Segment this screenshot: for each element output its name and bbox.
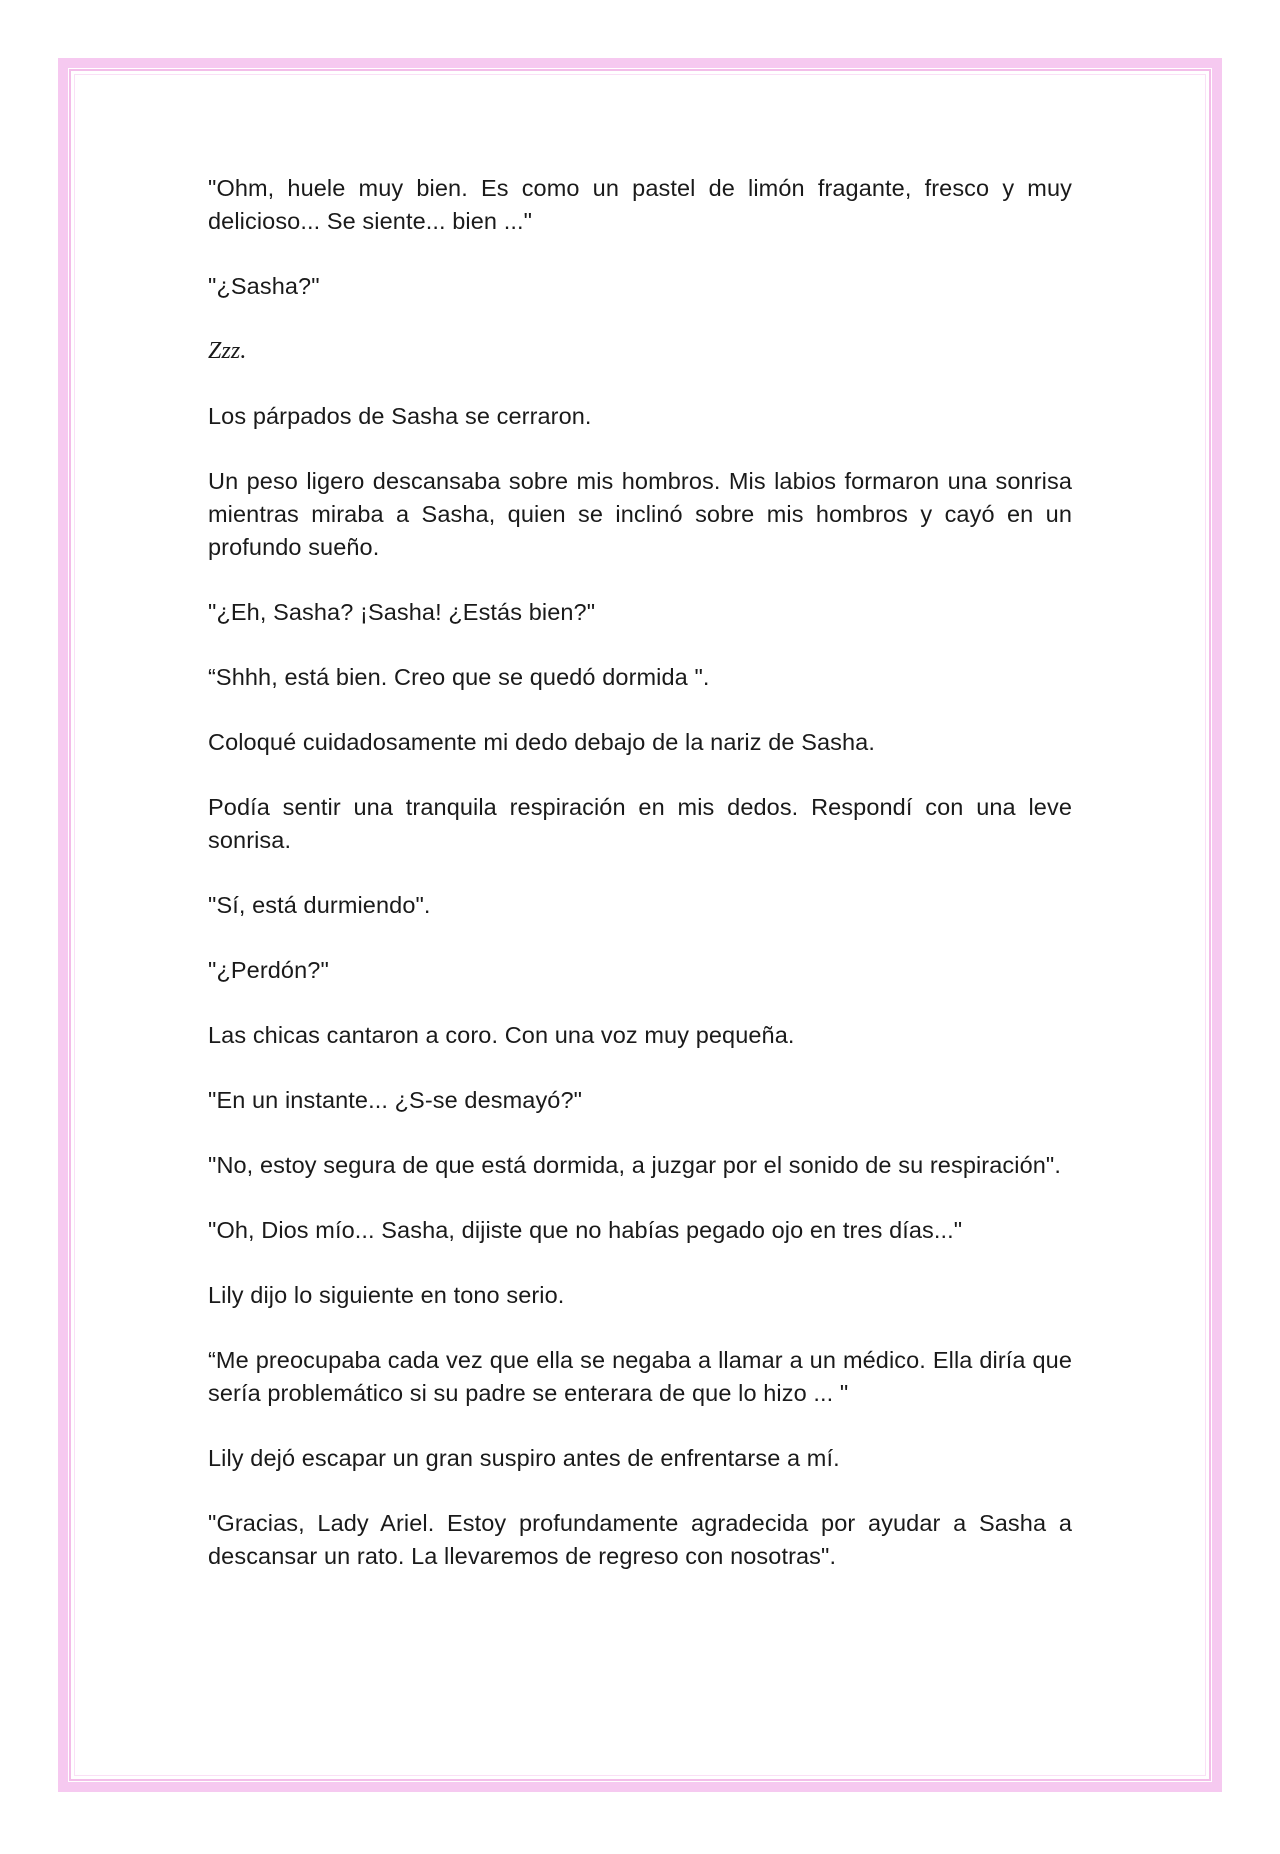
paragraph: "En un instante... ¿S-se desmayó?" <box>208 1087 583 1113</box>
paragraph: "No, estoy segura de que está dormida, a juzgar por el sonido de su respiración". <box>208 1152 1061 1178</box>
paragraph: "¿Eh, Sasha? ¡Sasha! ¿Estás bien?" <box>208 599 596 625</box>
paragraph: "¿Perdón?" <box>208 957 329 983</box>
paragraph: “Shhh, está bien. Creo que se quedó dormida ". <box>208 664 710 690</box>
paragraph: Coloqué cuidadosamente mi dedo debajo de la nariz de Sasha. <box>208 729 875 755</box>
paragraph: Un peso ligero descansaba sobre mis hombros. Mis labios formaron una sonrisa mientras miraba a Sasha, quien se inclinó sobre mis hombros y cayó en un profundo sueño. <box>208 468 1072 560</box>
paragraph: Los párpados de Sasha se cerraron. <box>208 403 592 429</box>
paragraph: "¿Sasha?" <box>208 273 320 299</box>
paragraph: Las chicas cantaron a coro. Con una voz muy pequeña. <box>208 1022 795 1048</box>
paragraph: "Oh, Dios mío... Sasha, dijiste que no habías pegado ojo en tres días..." <box>208 1217 963 1243</box>
paragraph: "Sí, está durmiendo". <box>208 892 431 918</box>
document-body <box>208 172 1072 1605</box>
paragraph: "Ohm, huele muy bien. Es como un pastel de limón fragante, fresco y muy delicioso... Se siente... bien ..." <box>208 175 1072 234</box>
paragraph: Lily dejó escapar un gran suspiro antes de enfrentarse a mí. <box>208 1445 840 1471</box>
paragraph-italic: Zzz. <box>208 338 247 364</box>
paragraph: “Me preocupaba cada vez que ella se negaba a llamar a un médico. Ella diría que sería problemático si su padre se enterara de que lo hizo ... " <box>208 1347 1072 1406</box>
paragraph: "Gracias, Lady Ariel. Estoy profundamente agradecida por ayudar a Sasha a descansar un rato. La llevaremos de regreso con nosotras". <box>208 1510 1072 1569</box>
paragraph: Podía sentir una tranquila respiración en mis dedos. Respondí con una leve sonrisa. <box>208 794 1072 853</box>
paragraph: Lily dijo lo siguiente en tono serio. <box>208 1282 565 1308</box>
